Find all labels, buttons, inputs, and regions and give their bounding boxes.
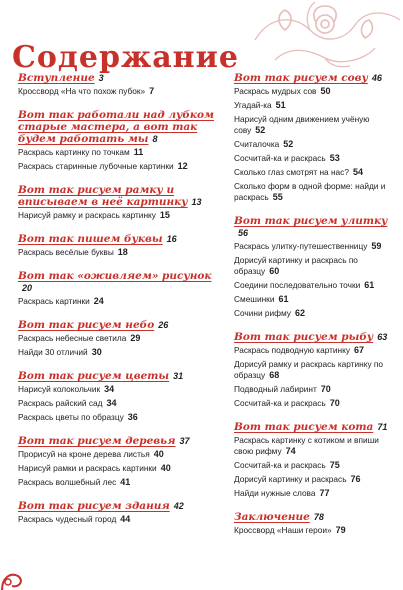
toc-item: Нарисуй рамку и раскрась картинку 15 (18, 210, 170, 220)
toc-item: Кроссворд «На что похож пубок» 7 (18, 86, 155, 96)
toc-item: Подводный лабиринт 70 (234, 384, 331, 394)
page-title: Содержание (12, 40, 239, 76)
toc-item: Раскрась старинные лубочные картинки 12 (18, 161, 188, 171)
toc-section (18, 270, 216, 307)
toc-section (234, 331, 398, 409)
section-heading: Вот так пишем буквы 16 (18, 233, 177, 245)
floral-ornament-icon (215, 0, 403, 70)
toc-item: Найди 30 отличий 30 (18, 347, 102, 357)
toc-item: Сочини рифму 62 (234, 308, 305, 318)
section-heading: Вот так рисуем улитку56 (234, 215, 388, 238)
section-heading: Вступление 3 (18, 72, 104, 84)
toc-left-column (18, 72, 216, 537)
section-heading: Вот так рисуем деревья 37 (18, 435, 190, 447)
section-heading: Вот так «оживляем» рисунок20 (18, 270, 212, 293)
section-heading: Вот так рисуем рамку и вписываем в неё картинку 13 (18, 184, 202, 208)
toc-item: Нарисуй одним движением учёную сову 52 (234, 114, 370, 135)
toc-item: Раскрась мудрых сов 50 (234, 86, 331, 96)
toc-section (18, 319, 216, 358)
section-heading: Заключение 78 (234, 511, 324, 523)
toc-section (18, 500, 216, 525)
toc-section (18, 435, 216, 488)
toc-item: Раскрась картинки 24 (18, 296, 104, 306)
toc-item: Сосчитай-ка и раскрась 53 (234, 153, 340, 163)
toc-item: Раскрась райский сад 34 (18, 398, 117, 408)
section-heading: Вот так рисуем небо 26 (18, 319, 169, 331)
toc-item: Соедини последовательно точки 61 (234, 280, 375, 290)
toc-item: Раскрась улитку-путешественницу 59 (234, 241, 382, 251)
toc-item: Прорисуй на кроне дерева листья 40 (18, 449, 164, 459)
toc-section (234, 215, 398, 319)
toc-item: Дорисуй рамку и раскрась картинку по образцу 68 (234, 359, 384, 380)
toc-item: Раскрась весёлые буквы 18 (18, 247, 128, 257)
toc-item: Нарисуй рамки и раскрась картинки 40 (18, 463, 171, 473)
toc-item: Раскрась небесные светила 29 (18, 333, 141, 343)
toc-section (234, 72, 398, 203)
section-heading: Вот так работали над лубком старые мастера, а вот так будем работать мы 8 (18, 109, 214, 145)
section-heading: Вот так рисуем рыбу 63 (234, 331, 388, 343)
toc-item: Сколько глаз смотрят на нас? 54 (234, 167, 363, 177)
toc-item: Нарисуй колокольчик 34 (18, 384, 115, 394)
toc-item: Сосчитай-ка и раскрась 75 (234, 460, 340, 470)
toc-item: Смешинки 61 (234, 294, 289, 304)
toc-item: Раскрась картинку по точкам 11 (18, 147, 144, 157)
toc-section (18, 184, 216, 221)
section-heading: Вот так рисуем кота 71 (234, 421, 388, 433)
section-heading: Вот так рисуем здания 42 (18, 500, 184, 512)
corner-ornament-icon (0, 560, 26, 590)
toc-right-column (234, 72, 398, 548)
toc-item: Кроссворд «Наши герои» 79 (234, 525, 346, 535)
toc-item: Дорисуй картинку и раскрась по образцу 60 (234, 255, 358, 276)
toc-item: Раскрась волшебный лес 41 (18, 477, 131, 487)
toc-item: Раскрась картинку с котиком и впиши свою рифму 74 (234, 435, 379, 456)
toc-item: Дорисуй картинку и раскрась 76 (234, 474, 361, 484)
toc-section (234, 511, 398, 536)
section-heading: Вот так рисуем цветы 31 (18, 370, 184, 382)
toc-section (234, 421, 398, 499)
toc-item: Раскрась цветы по образцу 36 (18, 412, 138, 422)
toc-section (18, 72, 216, 97)
toc-section (18, 109, 216, 172)
section-heading: Вот так рисуем сову 46 (234, 72, 382, 84)
toc-item: Раскрась чудесный город 44 (18, 514, 131, 524)
toc-item: Сколько форм в одной форме: найди и раскрась 55 (234, 181, 386, 202)
toc-item: Считалочка 52 (234, 139, 294, 149)
toc-item: Сосчитай-ка и раскрась 70 (234, 398, 340, 408)
toc-item: Раскрась подводную картинку 67 (234, 345, 365, 355)
toc-section (18, 233, 216, 258)
toc-item: Найди нужные слова 77 (234, 488, 330, 498)
toc-item: Угадай-ка 51 (234, 100, 286, 110)
toc-section (18, 370, 216, 423)
